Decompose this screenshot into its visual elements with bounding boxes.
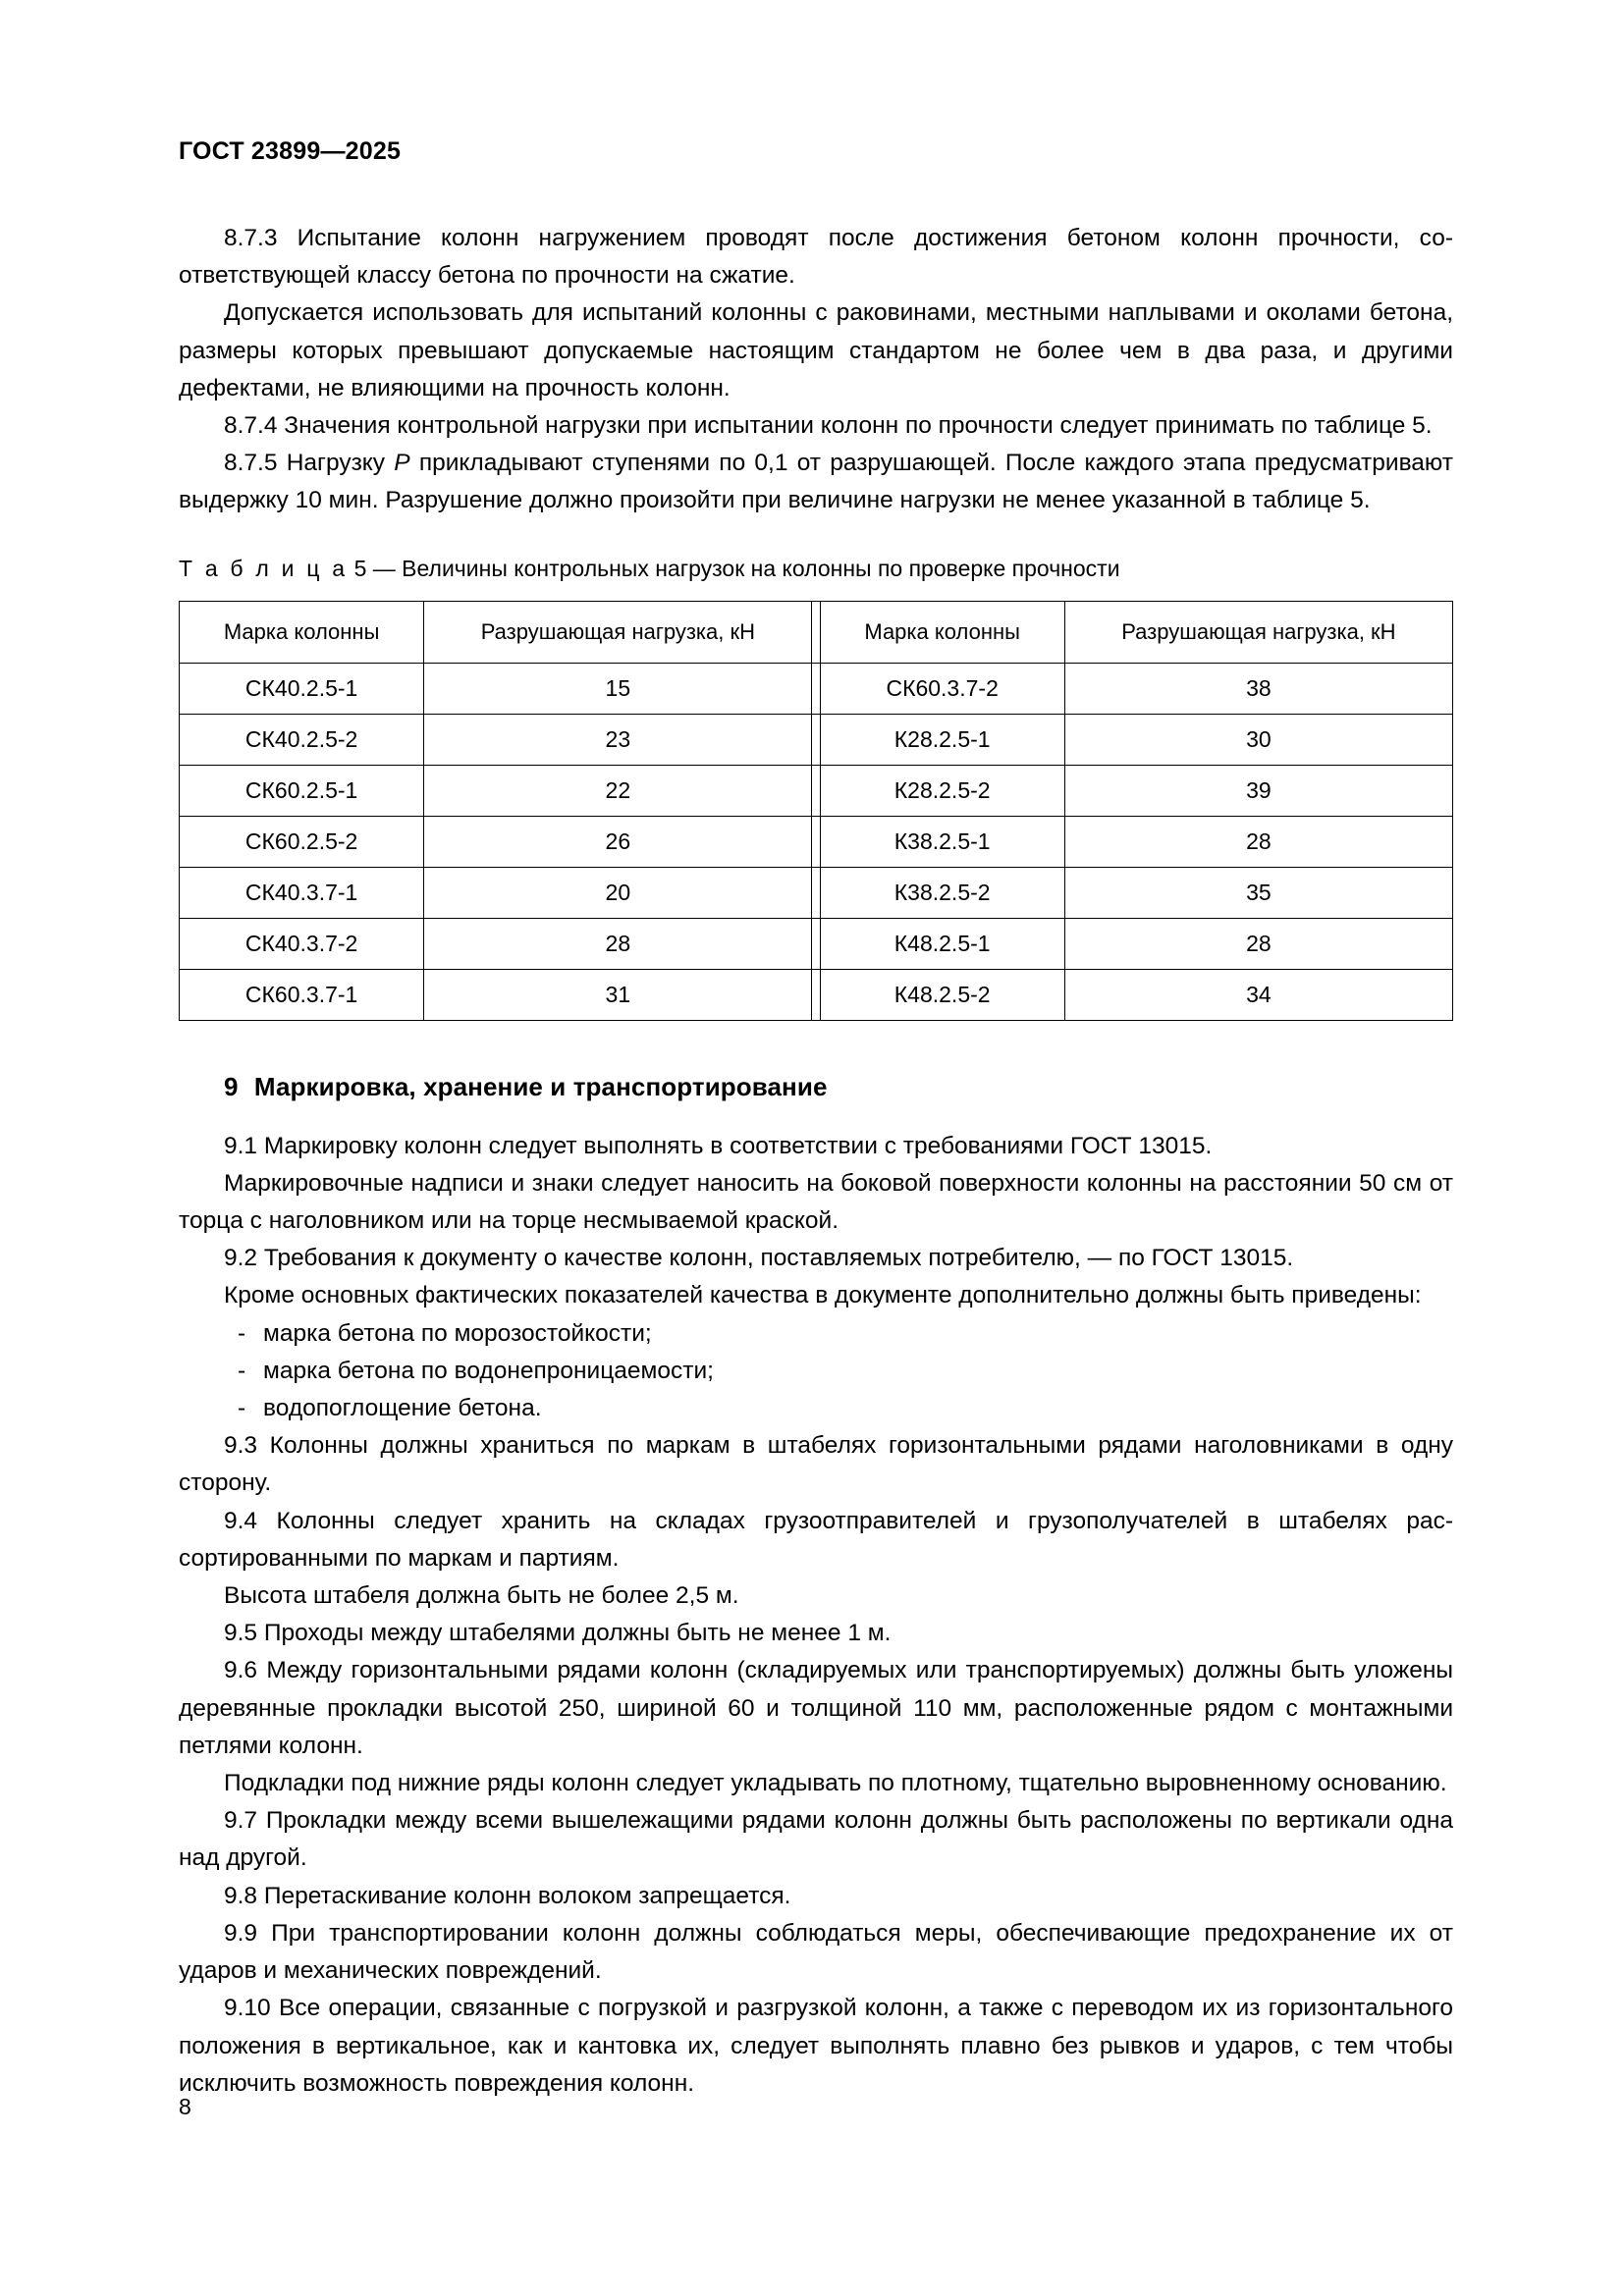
table-header-row — [180, 601, 1453, 663]
section-9-heading — [179, 1072, 1453, 1102]
cell-mark-right: К38.2.5-1 — [820, 816, 1064, 867]
table-caption-label: Т а б л и ц а — [179, 555, 349, 581]
cell-load-left: 22 — [424, 765, 812, 816]
table-row — [180, 816, 1453, 867]
table-center-divider — [812, 663, 820, 714]
column-header-load-left: Разрушающая нагрузка, кН — [424, 601, 812, 663]
cell-mark-left: СК40.3.7-1 — [180, 867, 424, 918]
dash-bullet-icon: - — [238, 1395, 246, 1422]
clause-8-7-5 — [179, 445, 1453, 519]
clause-8-7-5-prefix: 8.7.5 Нагрузку — [224, 450, 395, 477]
clause-9-7: 9.7 Прокладки между всеми вышележащими рядами колонн должны быть расположены по вертикали одна над другой. — [179, 1807, 1453, 1872]
cell-load-right: 38 — [1064, 663, 1452, 714]
cell-load-right: 34 — [1064, 969, 1452, 1020]
table-caption-number: 5 — [353, 555, 367, 581]
cell-mark-right: К28.2.5-2 — [820, 765, 1064, 816]
cell-mark-left: СК60.2.5-1 — [180, 765, 424, 816]
clause-9-6: 9.6 Между горизонтальными рядами колонн (складируемых или транспортируемых) должны быть уложены деревянные прокладки высотой 250, шириной 60 и толщиной 110 мм, расположенные рядом с монтажными петлями колонн. — [179, 1657, 1453, 1759]
page-content — [179, 137, 1453, 2103]
cell-load-left: 20 — [424, 867, 812, 918]
list-item-label: водопоглощение бетона. — [263, 1395, 542, 1422]
clause-8-7-3-note: Допускается использовать для испытаний колонны с раковинами, местными наплывами и околами бетона, размеры которых превышают допускаемые настоящим стандартом не более чем в два раза, и другими дефектами, не влияющими на прочность колонн. — [179, 299, 1453, 401]
clause-9-10: 9.10 Все операции, связанные с погрузкой и разгрузкой колонн, а также с переводом их из горизонтального положения в вертикальное, как и кантовка их, следует выполнять плавно без рывков и ударов, с тем чтобы исключить возможность повреждения колонн. — [179, 1995, 1453, 2097]
cell-load-right: 35 — [1064, 867, 1452, 918]
cell-load-right: 28 — [1064, 918, 1452, 969]
table-row — [180, 867, 1453, 918]
clause-9-3: 9.3 Колонны должны храниться по маркам в штабелях горизонтальными рядами наголовниками в одну сторону. — [179, 1432, 1453, 1497]
cell-mark-right: К48.2.5-1 — [820, 918, 1064, 969]
dash-bullet-icon: - — [238, 1357, 246, 1384]
document-header: ГОСТ 23899—2025 — [179, 137, 402, 165]
table-center-divider — [812, 601, 820, 663]
cell-mark-right: К38.2.5-2 — [820, 867, 1064, 918]
quality-indicators-list — [179, 1315, 1453, 1428]
cell-mark-right: СК60.3.7-2 — [820, 663, 1064, 714]
table-row — [180, 918, 1453, 969]
clause-9-4-note: Высота штабеля должна быть не более 2,5 м. — [224, 1582, 739, 1610]
load-symbol: P — [394, 450, 410, 477]
table-center-divider — [812, 816, 820, 867]
table-center-divider — [812, 969, 820, 1020]
column-header-load-right: Разрушающая нагрузка, кН — [1064, 601, 1452, 663]
table-row — [180, 663, 1453, 714]
clause-9-2-note: Кроме основных фактических показателей качества в документе дополнительно должны быть приведены: — [224, 1282, 1422, 1309]
list-item-label: марка бетона по морозостойкости; — [263, 1319, 652, 1347]
table-center-divider — [812, 714, 820, 765]
clause-9-4: 9.4 Колонны следует хранить на складах грузоотправителей и грузополучателей в штабелях рассортированными по маркам и партиям. — [179, 1507, 1453, 1572]
list-item-label: марка бетона по водонепроницаемости; — [263, 1357, 714, 1384]
list-item — [179, 1315, 1453, 1353]
column-header-mark-left: Марка колонны — [180, 601, 424, 663]
cell-mark-left: СК40.2.5-1 — [180, 663, 424, 714]
table-caption-text: Величины контрольных нагрузок на колонны по проверке прочности — [402, 555, 1120, 581]
clause-8-7-4: 8.7.4 Значения контрольной нагрузки при испытании колонн по прочности следует принимать по таблице 5. — [224, 412, 1433, 440]
table-caption-dash: — — [372, 555, 396, 581]
cell-mark-right: К28.2.5-1 — [820, 714, 1064, 765]
page-number: 8 — [179, 2094, 191, 2119]
table-5 — [179, 601, 1453, 1021]
cell-load-left: 28 — [424, 918, 812, 969]
cell-mark-left: СК60.3.7-1 — [180, 969, 424, 1020]
clause-9-8: 9.8 Перетаскивание колонн волоком запрещается. — [224, 1882, 791, 1909]
cell-load-right: 30 — [1064, 714, 1452, 765]
table-row — [180, 765, 1453, 816]
cell-load-left: 31 — [424, 969, 812, 1020]
cell-load-left: 26 — [424, 816, 812, 867]
cell-mark-right: К48.2.5-2 — [820, 969, 1064, 1020]
clause-9-1-note: Маркировочные надписи и знаки следует наносить на боковой поверхности колонны на расстоянии 50 см от торца с наголовником или на торце несмываемой краской. — [179, 1169, 1453, 1235]
table-row — [180, 969, 1453, 1020]
cell-load-left: 15 — [424, 663, 812, 714]
table-center-divider — [812, 765, 820, 816]
clause-9-9: 9.9 При транспортировании колонн должны соблюдаться меры, обеспечивающие предохранение их от ударов и механических повреждений. — [179, 1919, 1453, 1985]
table-5-caption — [179, 552, 1453, 585]
column-header-mark-right: Марка колонны — [820, 601, 1064, 663]
cell-load-right: 28 — [1064, 816, 1452, 867]
table-row — [180, 714, 1453, 765]
clause-9-6-note: Подкладки под нижние ряды колонн следует укладывать по плотному, тщательно выровненному основанию. — [224, 1770, 1447, 1797]
cell-mark-left: СК40.3.7-2 — [180, 918, 424, 969]
dash-bullet-icon: - — [238, 1319, 246, 1347]
section-9-number: 9 — [224, 1071, 239, 1101]
clause-9-2: 9.2 Требования к документу о качестве колонн, поставляемых потребителю, — по ГОСТ 13015. — [224, 1245, 1294, 1272]
list-item — [179, 1390, 1453, 1427]
cell-load-left: 23 — [424, 714, 812, 765]
section-9-title: Маркировка, хранение и транспортирование — [253, 1071, 828, 1101]
cell-load-right: 39 — [1064, 765, 1452, 816]
table-center-divider — [812, 867, 820, 918]
clause-8-7-3: 8.7.3 Испытание колонн нагружением проводят после достижения бетоном колонн прочности, соответствующей классу бетона по прочности на сжатие. — [179, 225, 1453, 290]
clause-9-1: 9.1 Маркировку колонн следует выполнять в соответствии с требованиями ГОСТ 13015. — [224, 1132, 1213, 1159]
cell-mark-left: СК60.2.5-2 — [180, 816, 424, 867]
clause-8-7-5-suffix: прикладывают ступенями по 0,1 от разрушающей. После каждого этапа предусматривают выдержку 10 мин. Разрушение должно произойти при величине нагрузки не менее указанной в таблице 5. — [179, 450, 1453, 514]
clause-9-5: 9.5 Проходы между штабелями должны быть не менее 1 м. — [224, 1620, 892, 1647]
list-item — [179, 1353, 1453, 1390]
cell-mark-left: СК40.2.5-2 — [180, 714, 424, 765]
table-center-divider — [812, 918, 820, 969]
